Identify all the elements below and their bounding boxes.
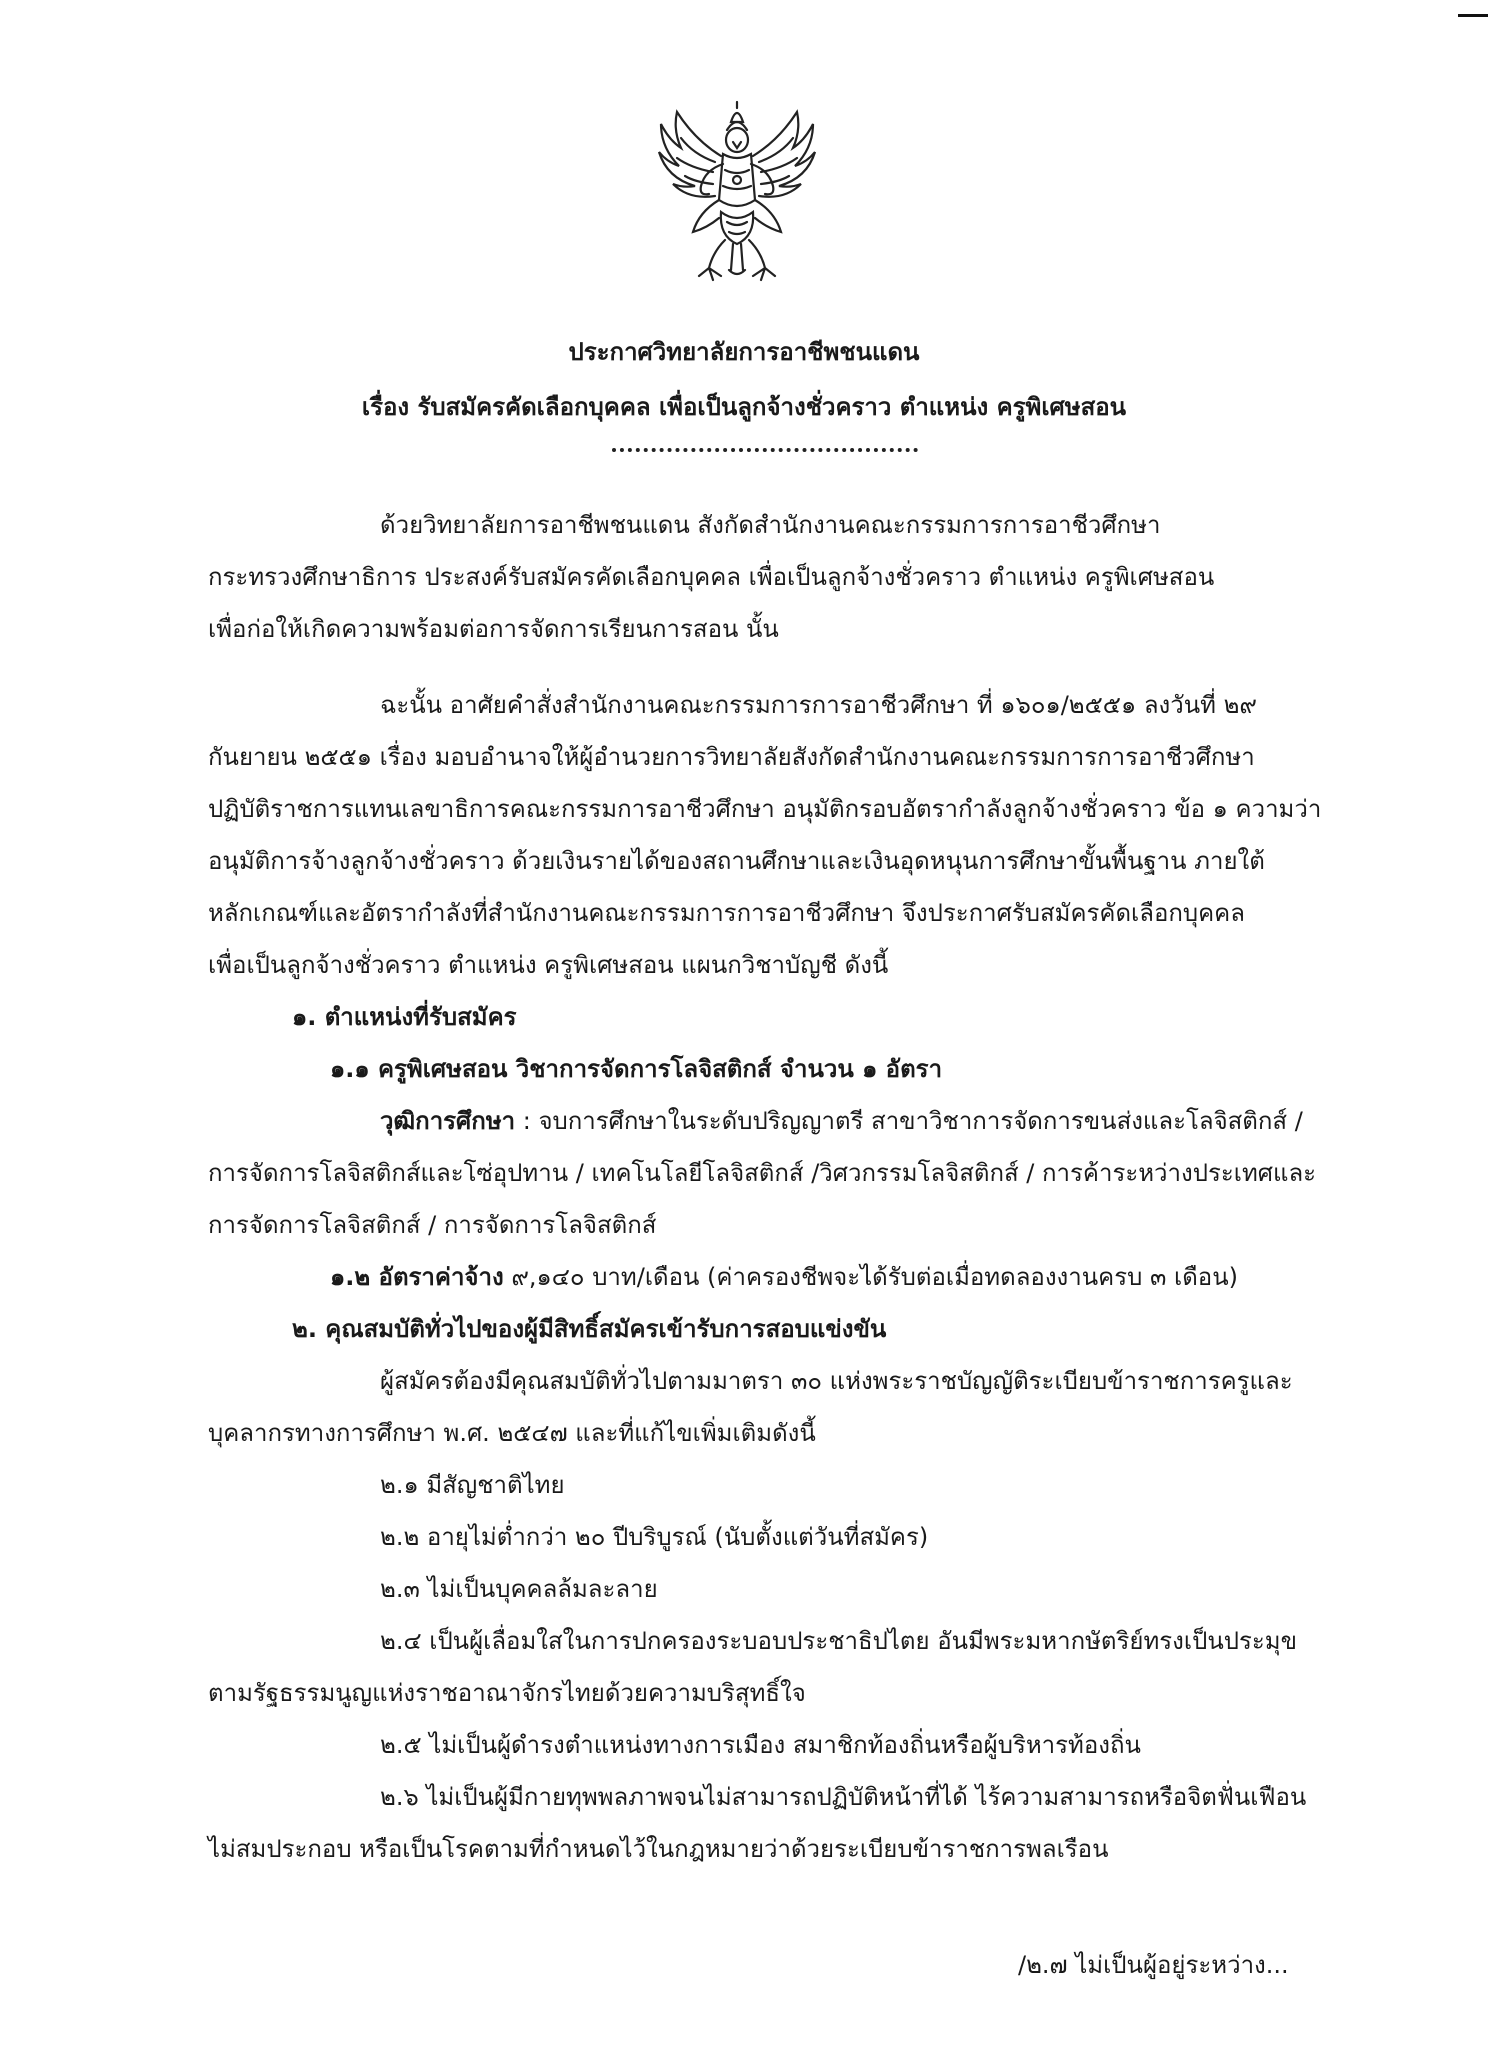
qualification-label: วุฒิการศึกษา (380, 1107, 516, 1135)
qualification-item-2-5: ๒.๕ ไม่เป็นผู้ดำรงตำแหน่งทางการเมือง สมาชิกท้องถิ่นหรือผู้บริหารท้องถิ่น (380, 1731, 1141, 1759)
authority-line-6: เพื่อเป็นลูกจ้างชั่วคราว ตำแหน่ง ครูพิเศษสอน แผนกวิชาบัญชี ดังนี้ (208, 951, 889, 979)
authority-line-5: หลักเกณฑ์และอัตรากำลังที่สำนักงานคณะกรรมการการอาชีวศึกษา จึงประกาศรับสมัครคัดเลือกบุคคล (208, 899, 1245, 927)
qualification-item-2-4-line-1: ๒.๔ เป็นผู้เลื่อมใสในการปกครองระบอบประชาธิปไตย อันมีพระมหากษัตริย์ทรงเป็นประมุข (380, 1627, 1297, 1655)
wage-label: ๑.๒ อัตราค่าจ้าง (330, 1263, 504, 1291)
qualification-item-2-4-line-2: ตามรัฐธรรมนูญแห่งราชอาณาจักรไทยด้วยความบริสุทธิ์ใจ (208, 1679, 806, 1707)
section-2-heading: ๒. คุณสมบัติทั่วไปของผู้มีสิทธิ์สมัครเข้ารับการสอบแข่งขัน (292, 1315, 887, 1343)
qualification-item-2-2: ๒.๒ อายุไม่ต่ำกว่า ๒๐ ปีบริบูรณ์ (นับตั้งแต่วันที่สมัคร) (380, 1523, 929, 1551)
page-edge-mark (1458, 14, 1488, 17)
authority-line-4: อนุมัติการจ้างลูกจ้างชั่วคราว ด้วยเงินรายได้ของสถานศึกษาและเงินอุดหนุนการศึกษาขั้นพื้นฐาน ภายใต้ (208, 847, 1265, 875)
document-title: ประกาศวิทยาลัยการอาชีพชนแดน (568, 338, 920, 366)
authority-line-3: ปฏิบัติราชการแทนเลขาธิการคณะกรรมการอาชีวศึกษา อนุมัติกรอบอัตรากำลังลูกจ้างชั่วคราว ข้อ ๑ ความว่า (208, 795, 1322, 823)
qualification-item-2-6-line-2: ไม่สมประกอบ หรือเป็นโรคตามที่กำหนดไว้ในกฎหมายว่าด้วยระเบียบข้าราชการพลเรือน (208, 1835, 1109, 1863)
intro-line-1: ด้วยวิทยาลัยการอาชีพชนแดน สังกัดสำนักงานคณะกรรมการการอาชีวศึกษา (380, 511, 1161, 539)
qualification-item-2-1: ๒.๑ มีสัญชาติไทย (380, 1471, 565, 1499)
qualification-item-2-6-line-1: ๒.๖ ไม่เป็นผู้มีกายทุพพลภาพจนไม่สามารถปฏิบัติหน้าที่ได้ ไร้ความสามารถหรือจิตฟั่นเฟือน (380, 1783, 1307, 1811)
authority-line-2: กันยายน ๒๕๕๑ เรื่อง มอบอำนาจให้ผู้อำนวยการวิทยาลัยสังกัดสำนักงานคณะกรรมการการอาชีวศึกษา (208, 743, 1255, 771)
qualification-item-2-3: ๒.๓ ไม่เป็นบุคคลล้มละลาย (380, 1575, 658, 1603)
wage-line (330, 1260, 1238, 1294)
continuation-note: /๒.๗ ไม่เป็นผู้อยู่ระหว่าง... (1018, 1951, 1289, 1979)
authority-line-1: ฉะนั้น อาศัยคำสั่งสำนักงานคณะกรรมการการอาชีวศึกษา ที่ ๑๖๐๑/๒๕๕๑ ลงวันที่ ๒๙ (380, 691, 1257, 719)
intro-line-3: เพื่อก่อให้เกิดความพร้อมต่อการจัดการเรียนการสอน นั้น (208, 615, 779, 643)
document-subject: เรื่อง รับสมัครคัดเลือกบุคคล เพื่อเป็นลูกจ้างชั่วคราว ตำแหน่ง ครูพิเศษสอน (361, 393, 1127, 421)
section-2-intro-line-2: บุคลากรทางการศึกษา พ.ศ. ๒๕๔๗ และที่แก้ไขเพิ่มเติมดังนี้ (208, 1419, 816, 1447)
qualification-text: : จบการศึกษาในระดับปริญญาตรี สาขาวิชาการจัดการขนส่งและโลจิสติกส์ / (515, 1107, 1303, 1135)
section-1-heading: ๑. ตำแหน่งที่รับสมัคร (292, 1003, 517, 1031)
position-1-1-heading: ๑.๑ ครูพิเศษสอน วิชาการจัดการโลจิสติกส์ จำนวน ๑ อัตรา (330, 1055, 943, 1083)
qualification-line-3: การจัดการโลจิสติกส์ / การจัดการโลจิสติกส์ (208, 1211, 657, 1239)
title-dotted-divider (612, 448, 918, 452)
qualification-line-2: การจัดการโลจิสติกส์และโซ่อุปทาน / เทคโนโลยีโลจิสติกส์ /วิศวกรรมโลจิสติกส์ / การค้าระหว่างประเทศและ (208, 1159, 1317, 1187)
wage-text: ๙,๑๔๐ บาท/เดือน (ค่าครองชีพจะได้รับต่อเมื่อทดลองงานครบ ๓ เดือน) (503, 1263, 1238, 1291)
section-2-intro-line-1: ผู้สมัครต้องมีคุณสมบัติทั่วไปตามมาตรา ๓๐ แห่งพระราชบัญญัติระเบียบข้าราชการครูและ (380, 1367, 1293, 1395)
garuda-emblem-icon (655, 100, 820, 290)
qualification-line-1 (380, 1104, 1303, 1138)
intro-line-2: กระทรวงศึกษาธิการ ประสงค์รับสมัครคัดเลือกบุคคล เพื่อเป็นลูกจ้างชั่วคราว ตำแหน่ง ครูพิเศษสอน (208, 563, 1215, 591)
